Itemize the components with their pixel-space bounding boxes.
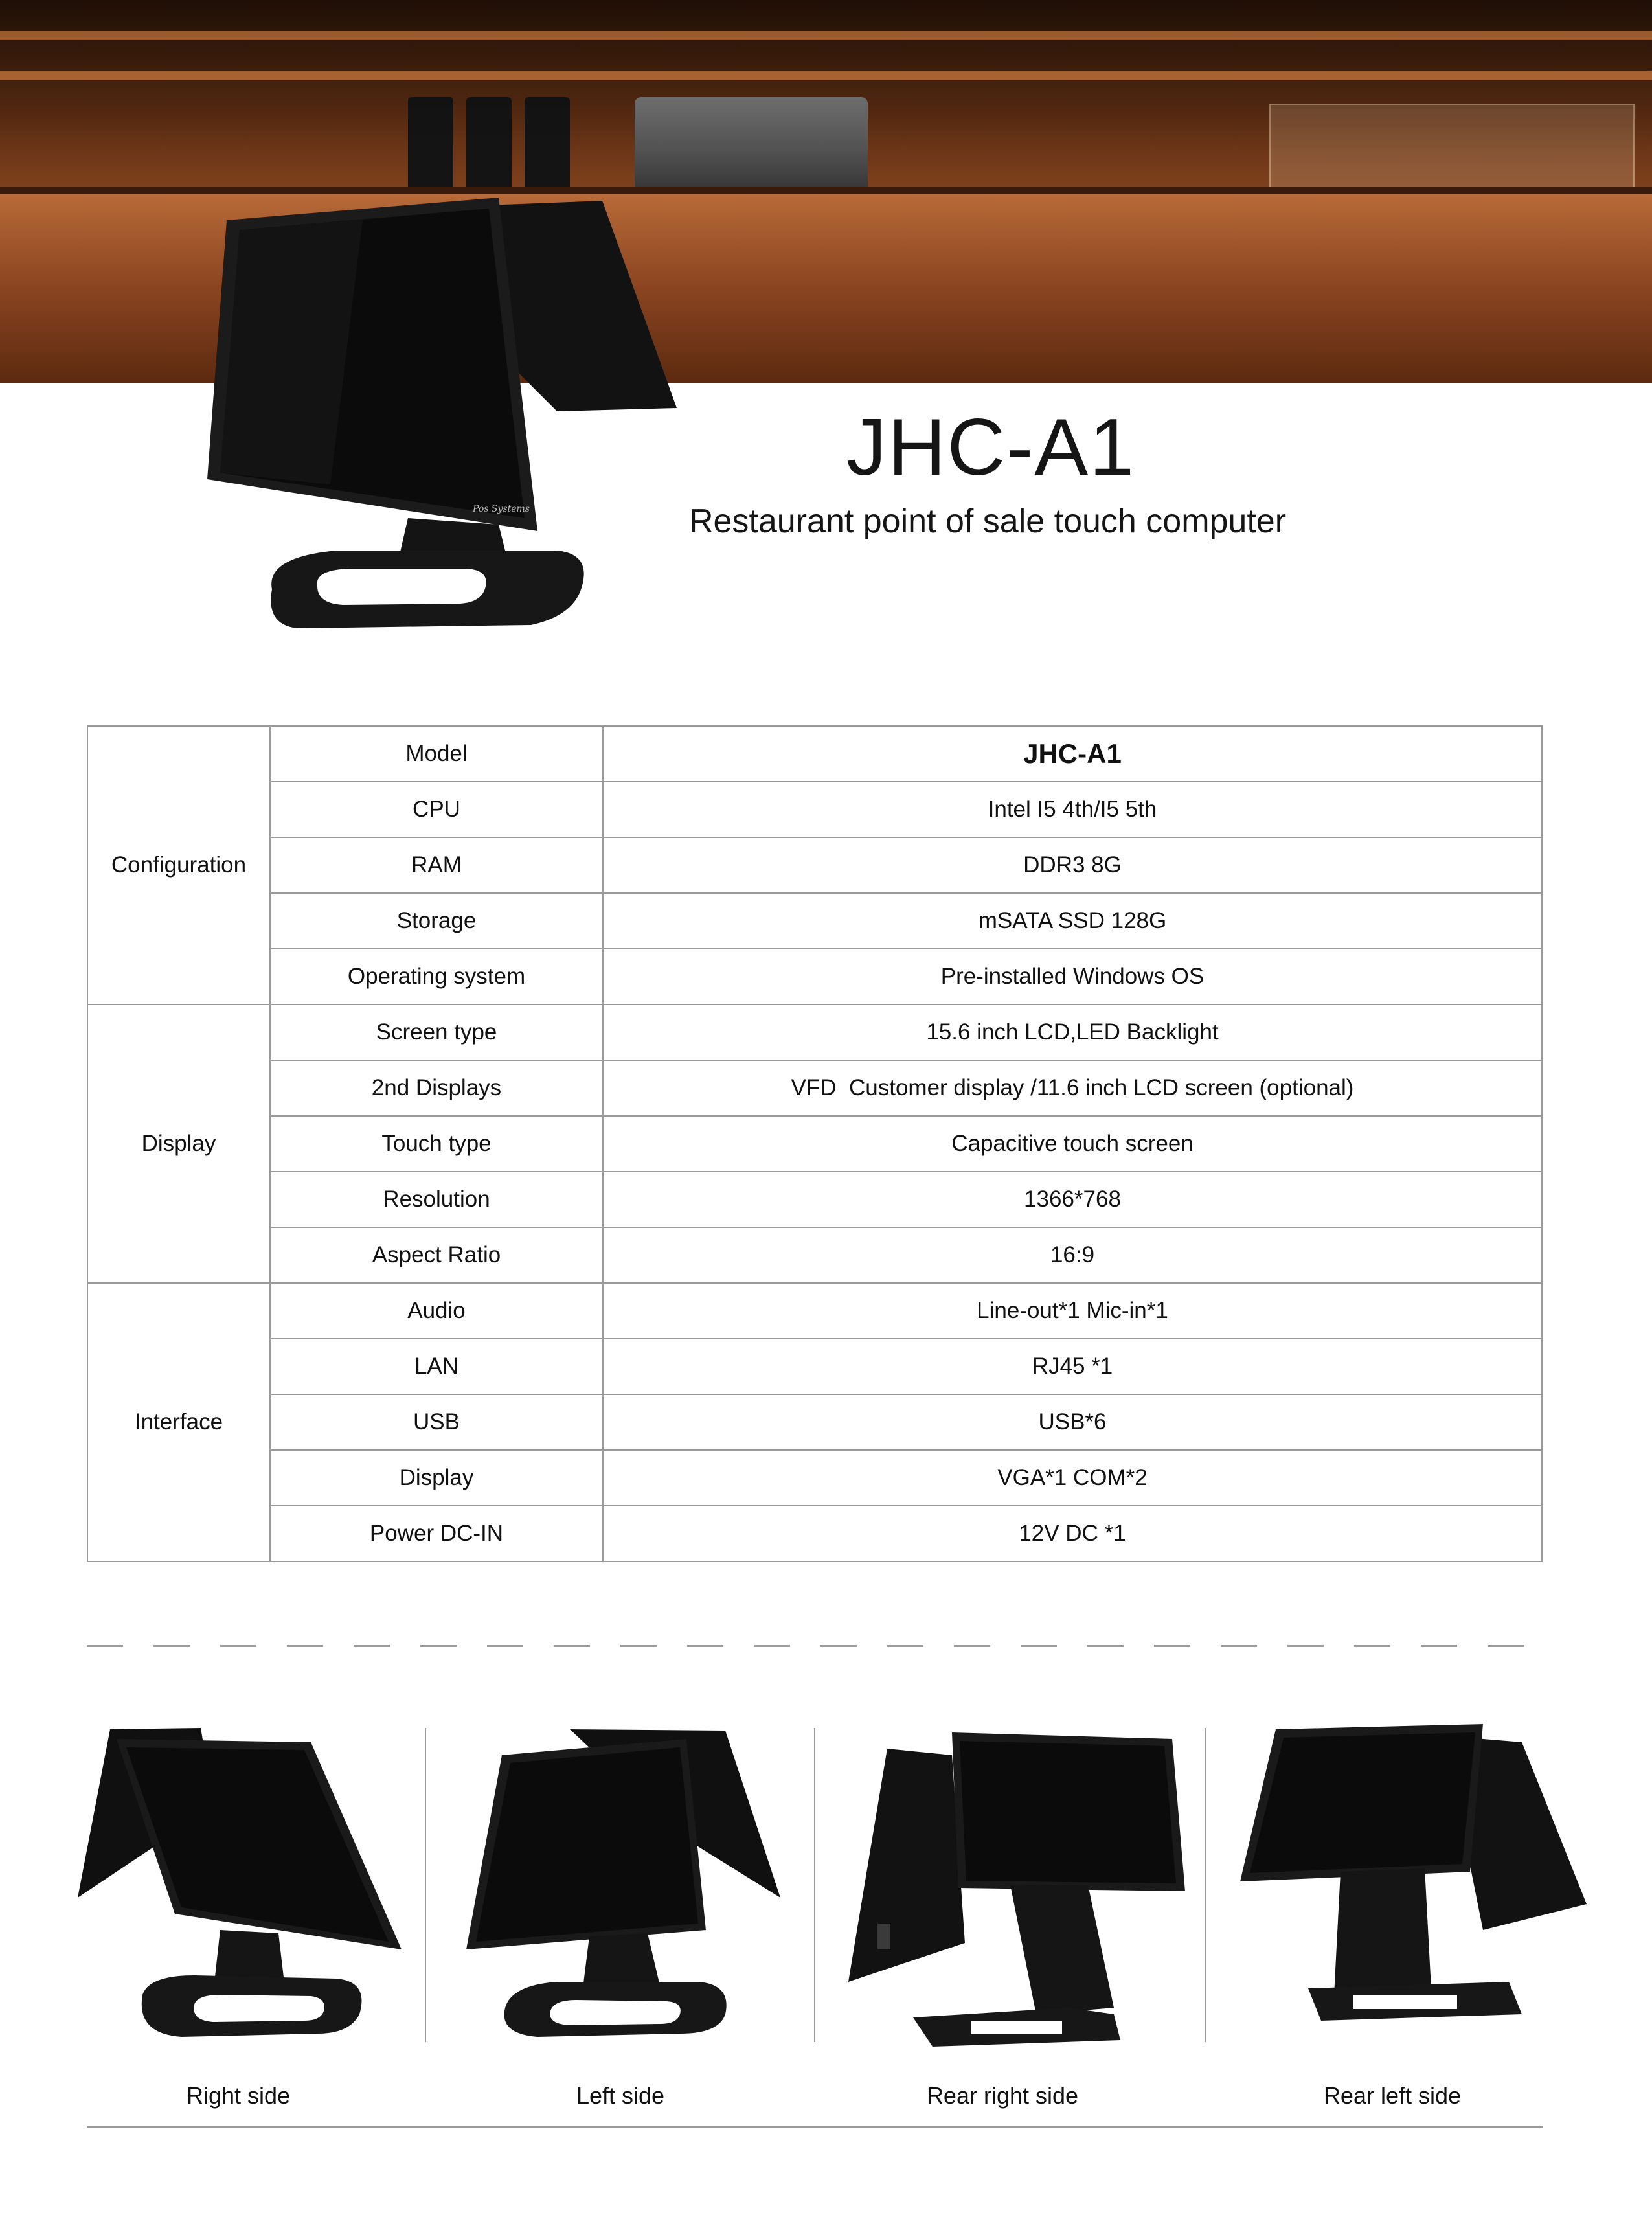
table-row xyxy=(87,782,1542,837)
table-row xyxy=(87,1394,1542,1450)
spec-value: VFD Customer display /11.6 inch LCD screen (optional) xyxy=(603,1060,1542,1116)
gallery-separator xyxy=(1205,1728,1206,2042)
base-cutout xyxy=(194,1995,324,2022)
dashed-divider xyxy=(87,1645,1543,1647)
spec-value: 1366*768 xyxy=(603,1172,1542,1227)
product-subtitle: Restaurant point of sale touch computer xyxy=(688,503,1287,540)
spec-value: Intel I5 4th/I5 5th xyxy=(603,782,1542,837)
spec-value: 16:9 xyxy=(603,1227,1542,1283)
table-row xyxy=(87,949,1542,1005)
rear-housing xyxy=(848,1749,965,1982)
table-row xyxy=(87,1172,1542,1227)
spec-value: Pre-installed Windows OS xyxy=(603,949,1542,1005)
spec-key: Model xyxy=(270,726,603,782)
group-cell: Interface xyxy=(87,1283,270,1562)
spec-value: VGA*1 COM*2 xyxy=(603,1450,1542,1506)
base-cutout xyxy=(550,2000,680,2025)
spec-value: Capacitive touch screen xyxy=(603,1116,1542,1172)
caption-right-side: Right side xyxy=(186,2082,291,2109)
stand-neck xyxy=(1334,1868,1431,1995)
spec-table xyxy=(87,725,1543,1562)
table-row xyxy=(87,1060,1542,1116)
table-row xyxy=(87,1227,1542,1283)
front-screen xyxy=(476,1747,698,1942)
spec-key: USB xyxy=(270,1394,603,1450)
base-cutout xyxy=(971,2021,1062,2034)
spec-key: Screen type xyxy=(270,1005,603,1060)
left-side-view-image xyxy=(453,1710,790,2060)
io-ports xyxy=(877,1924,890,1949)
spec-value: DDR3 8G xyxy=(603,837,1542,893)
table-row xyxy=(87,1450,1542,1506)
table-row xyxy=(87,893,1542,949)
spec-key: CPU xyxy=(270,782,603,837)
spec-key: Power DC-IN xyxy=(270,1506,603,1562)
caption-rear-left-side: Rear left side xyxy=(1323,2082,1462,2109)
spec-value: mSATA SSD 128G xyxy=(603,893,1542,949)
spec-key: LAN xyxy=(270,1339,603,1394)
bottom-rule xyxy=(87,2126,1543,2128)
table-row xyxy=(87,1116,1542,1172)
spec-key: Resolution xyxy=(270,1172,603,1227)
right-side-view-image xyxy=(65,1710,414,2060)
spec-value: 12V DC *1 xyxy=(603,1506,1542,1562)
caption-rear-right-side: Rear right side xyxy=(926,2082,1079,2109)
stand-neck xyxy=(1010,1885,1114,2014)
caption-left-side: Left side xyxy=(576,2082,665,2109)
spec-key: Audio xyxy=(270,1283,603,1339)
spec-key: Aspect Ratio xyxy=(270,1227,603,1283)
stand-neck xyxy=(583,1933,661,1988)
spec-value: JHC-A1 xyxy=(603,726,1542,782)
table-row xyxy=(87,1506,1542,1562)
table-row xyxy=(87,726,1542,782)
rear-right-side-view-image xyxy=(842,1710,1192,2060)
table-row xyxy=(87,1283,1542,1339)
spec-value: USB*6 xyxy=(603,1394,1542,1450)
gallery-separator xyxy=(814,1728,815,2042)
rear-left-side-view-image xyxy=(1237,1710,1600,2060)
front-screen xyxy=(1250,1732,1475,1873)
table-row xyxy=(87,837,1542,893)
gallery-separator xyxy=(425,1728,426,2042)
hero-device-image xyxy=(194,188,686,641)
spec-key: Storage xyxy=(270,893,603,949)
spec-key: RAM xyxy=(270,837,603,893)
spec-key: 2nd Displays xyxy=(270,1060,603,1116)
spec-value: RJ45 *1 xyxy=(603,1339,1542,1394)
group-cell: Display xyxy=(87,1005,270,1283)
spec-key: Touch type xyxy=(270,1116,603,1172)
spec-value: Line-out*1 Mic-in*1 xyxy=(603,1283,1542,1339)
front-screen xyxy=(960,1741,1176,1883)
product-title: JHC-A1 xyxy=(846,403,1136,492)
base-cutout xyxy=(1353,1995,1457,2009)
group-cell: Configuration xyxy=(87,726,270,1005)
spec-value: 15.6 inch LCD,LED Backlight xyxy=(603,1005,1542,1060)
brand-mark: Pos Systems xyxy=(473,504,530,514)
spec-key: Display xyxy=(270,1450,603,1506)
table-row xyxy=(87,1339,1542,1394)
spec-key: Operating system xyxy=(270,949,603,1005)
table-row xyxy=(87,1005,1542,1060)
base-cutout xyxy=(317,569,486,605)
